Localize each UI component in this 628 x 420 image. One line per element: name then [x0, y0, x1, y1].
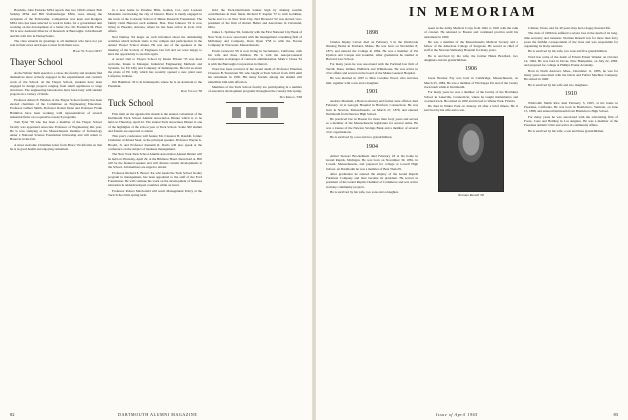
body-paragraph: in a new home in Paradise Hills, Golden, Col., near Lookout Mountain overlooking the city of Denver. Bruce is busily engaged in the work of the Colorado School of Mines Research Foundation. The family visits Hanover each summer. Hon. Paul Johnson '19 is now living in Phoenix, Arizona, where he has been active in local civic affairs.	[108, 8, 202, 34]
obituary-paragraph: Jason Bowker Fay was born in Cambridge, Massachusetts, on March 25, 1884. He was a member of Phi Kappa Psi and of the varsity track team while at Dartmouth.	[424, 76, 518, 89]
body-paragraph: Word has been received of the recent death of Professor Emeritus Clarence B. Sturtevant '06, who taught at Tuck School from 1919 until his retirement in 1950. His many friends among the alumni will remember him with affection.	[208, 66, 302, 84]
byline: Dan Kimball T'48	[279, 94, 302, 99]
body-paragraph: The New York Tuck School Alumni Association Annual Dinner will be held on Thursday, April 29, at the Biltmore Hotel. Dean Karl A. Hill will be the featured speaker and will discuss current developments at the School. All members are urged to attend.	[108, 152, 202, 170]
page-number: 83	[613, 412, 618, 417]
body-paragraph: First item on the agenda this month is the annual convention of the Dartmouth Tuck School Alumni Association Dinner which is to be held on Thursday, April 22. The annual Tuck Associates Dinner is one of the highlights of the school year at Tuck School. Some 500 alumni and friends are expected to attend.	[108, 111, 202, 133]
obituary-paragraph: He is survived by a son and two grandchildren.	[330, 135, 393, 140]
obituary-paragraph: spent in the Army Medical Corps from 1942 to 1945 with the rank of colonel. He returned to Boston and continued practice until his retirement in 1960.	[424, 26, 518, 39]
class-year: 1904	[366, 143, 378, 150]
class-note-paragraph: The class extends its greetings to all members who have not yet sent in their news and hopes to hear from them soon.	[10, 39, 102, 48]
right-page	[316, 0, 628, 420]
obituary-paragraph: He practiced law in Boston for more than forty years and served as a member of the Massachusetts legislature for several terms. He was a trustee of the Newton Savings Bank and a member of several civic organizations.	[326, 117, 418, 135]
body-paragraph: This year's conference will feature Mr. Clarence B. Randall, former Chairman of Inland Steel, as the principal speaker. Professor Wayne G. Broehl, Jr. and Professor Kenneth R. Davis will also speak at the conference on the subject of business management.	[108, 134, 202, 152]
obituary-paragraph: He died in Winter Park on January 22 after a brief illness. He is survived by his wife and a son.	[424, 104, 518, 113]
byline: Rusk Stearns '58	[180, 89, 202, 94]
body-paragraph: A most welcome Christmas letter from Brace '04 informs us that he is in good health and enjoying retirement.	[10, 142, 102, 152]
right-column-3	[524, 26, 618, 412]
left-column-1	[10, 8, 102, 412]
class-year: 1898	[366, 30, 378, 36]
obituary-paragraph: He is survived by his wife, the former Helen Bradford, two daughters and six grandchildren.	[424, 53, 518, 63]
obituary-paragraph: Andrew Marshall, a Boston attorney and former state official, died February 12 at Gerogia Hospital in Hartford, Connecticut. He was born in Newton, Massachusetts, on March 27, 1879, and entered Dartmouth from Newton High School.	[326, 98, 418, 116]
portrait-photo	[438, 116, 504, 192]
obituary-paragraph: For many years he was a member of the faculty of the Hotchkiss School in Lakeville, Connecticut, where he taught mathematics and coached track. He retired in 1950 and moved to Winter Park, Florida.	[424, 90, 518, 103]
right-column-2	[424, 26, 518, 412]
body-paragraph: As the Winter Term speeds to a close, the faculty and students find themselves more actively engaged in the experimental and creative work of the School. At the Thayer School, students have been engaged in design projects ranging from small appliances to large structures. The engineering laboratories have been busy with student projects in a variety of fields.	[10, 70, 102, 97]
left-column-2	[108, 8, 202, 412]
obituary-paragraph: He is survived by his wife, two sons and five grandchildren.	[528, 49, 608, 54]
body-paragraph: Professor Robert Macdonald will teach Management Policy at the Tuck School this spring term.	[108, 188, 202, 197]
obituary-paragraph: Whitcomb Smith Rice died February 3, 1965, at his home in Pasadena, California. He was born in Brattleboro, Vermont, on June 15, 1888, and entered Dartmouth from Brattleboro High School.	[524, 100, 618, 114]
obituary-paragraph: Cabinet, Texas, and for 40 years they had a happy married life.	[528, 26, 611, 30]
body-paragraph: Erwin Griswold '58 is now living in Sacramento, California, with his wife and three children. He is with the Aerojet-General Corporation as manager of contracts administration. Mark J. Chase '61 is with the Burroughs Corporation in Detroit.	[208, 48, 302, 66]
body-paragraph: Ned Dunlop '04 keeps us well informed about his stimulating activities which include visits to the campus and participation in the annual Thayer School dinner. He was one of the speakers at the meeting of the Society of Engineers last fall and we were happy to have the opportunity to see him again.	[108, 34, 202, 56]
body-paragraph: hold the Tuck-Dartmouth banner high by making notable contributions in their fields. Richard F. Kaplan '57 is with Goldman, Sachs and Co. in New York City. Ned Brossard '52 was elected vice-president of the firm of Robert Heller and Associates in Cleveland, Ohio.	[208, 8, 302, 30]
body-paragraph: Professor Albert E. Hawkes of the Thayer School faculty has been elected chairman of the Committee on Engineering Education. Professor Gilbert Smith, Professor Robert Dean and Professor Frank Hamilton have been working with representatives of several industrial firms on cooperative research programs.	[10, 97, 102, 119]
section-heading-tuck: Tuck School	[108, 97, 154, 108]
right-column-1	[326, 26, 418, 412]
class-year: 1901	[366, 88, 378, 95]
body-paragraph: Jim Hamilton '43 is in Indianapolis where he is an Assistant to the President.	[108, 79, 202, 89]
left-page	[0, 0, 312, 420]
obituary-paragraph: He is survived by his wife, two sons and a daughter.	[330, 190, 399, 195]
body-paragraph: Tom Tyler '58 who has been a member of the Thayer School faculty was appointed Associate Professor of Engineering this year. He is now studying at the Massachusetts Institute of Technology under a National Science Foundation fellowship and will return to Hanover in the fall.	[10, 120, 102, 142]
page-footer: DARTMOUTH ALUMNI MAGAZINE	[118, 412, 198, 417]
photo-caption: Norman Russell '06	[458, 192, 484, 197]
body-paragraph: Members of the Tuck School faculty are participating in a number of executive development programs throughout the country this spring.	[208, 85, 302, 94]
obituary-paragraph: He was a member of the Massachusetts Medical Society and a fellow of the American College of Surgeons. He served as chief of staff at the Newton-Wellesley Hospital for many years.	[424, 39, 518, 53]
class-year: 1910	[565, 90, 577, 97]
page-footer: Issue of April 1965	[436, 412, 478, 417]
byline: Harry W. Samson M'27	[72, 48, 102, 53]
obituary-paragraph: After graduation he entered the employ of the Grand Rapids Furniture Company and later became its president. He served as president of the Grand Rapids Chamber of Commerce and was active in many community projects.	[326, 171, 418, 189]
obituary-paragraph: Charles Ripley Carver died on February 3 in the Westbrook Nursing Home in Portland, Maine. He was born on November 8, 1875, and entered the College in 1894. He was a member of Psi Upsilon and Casque and Gauntlet. After graduation he studied at Harvard Law School.	[326, 40, 418, 62]
obituary-paragraph: Arthur Stewart Brockelhurst died February 18 at his home in Grand Rapids, Michigan. He was born on November 30, 1881, in Lowell, Massachusetts, and prepared for college at Lowell High School. At Dartmouth he was a member of Beta Theta Pi.	[326, 153, 418, 171]
obituary-paragraph: He is survived by his wife and two daughters.	[528, 82, 589, 87]
obituary-paragraph: The class of 1906 has suffered a severe loss in the death of its long-time secretary and treasurer. Norman Russell was for more than forty years the faithful correspondent of the class and was responsible for organizing its many reunions.	[524, 31, 618, 49]
obituary-paragraph: Born in North Andover, Mass., December 11, 1883, he was for many years associated with the Davis and Furber Machine Company. He retired in 1948.	[524, 68, 618, 82]
class-year: 1906	[465, 66, 477, 73]
class-note-paragraph: Hawkins. John Fedorko M'64 reports that two 1964's attend. Bob Stokley M'64 and Bill Stoltzenberger M'64, were among the recipients of the Fellowship. Competition was keen and Rodgers M'64 who has been selected to work in India, for a government unit working on the development of a better rice. Dr. Frederick M. Horn '64 is now Assistant Director of Research at Burroughs. John Russell and his wife live in Pennsylvania.	[10, 8, 102, 38]
obituary-paragraph: For many years he was associated with the advertising firm of Foote, Cone and Belding in Los Angeles. He was a member of the Pasadena Athletic Club and active in community affairs.	[524, 114, 618, 128]
body-paragraph: Professor Richard E. Bower '44, who heads the Tuck School faculty program in management, has been appointed to the staff of the Ford Foundation. He will continue his work on the development of business education in underdeveloped countries while on leave.	[108, 170, 202, 188]
left-column-3	[208, 8, 302, 412]
body-paragraph: A recent visit to Thayer School by Knute Fritzen '35 was most welcome. Knute is Manager, Industrial Engineering Methods and Systems, for Eli Lilly and Company of Indianapolis. He told us about the plans of Eli Lilly which has recently opened a new plant near Lafayette, Indiana.	[108, 57, 202, 79]
page-number: 82	[10, 412, 15, 417]
obituary-paragraph: He was married in 1907 to Miss Caroline Wood, who survives him, together with a son and a daughter.	[326, 76, 418, 85]
obituary-paragraph: For many years he was associated with the Portland law firm of Verrill, Dana, Walker, Philbrick and Whitehouse. He was active in civic affairs and served on the board of the Maine General Hospital.	[326, 62, 418, 76]
obituary-paragraph: Word has come of the death of Edwin Eckert Wander on October 14, 1964. He was born in Dover, New Hampshire, on July 22, 1883, and prepared for college at Phillips Exeter Academy.	[524, 54, 618, 68]
obituary-paragraph: He is survived by his wife, a son and three grandchildren.	[528, 128, 604, 133]
body-paragraph: James L. Spillane '62, formerly with the First National City Bank of New York, is now associated with the management consulting firm of McKinsey and Company. Dave Ryan T'58 is with the Norton Company in Worcester, Massachusetts.	[208, 30, 302, 48]
section-heading-thayer: Thayer School	[10, 56, 63, 67]
page-title: IN MEMORIAM	[408, 4, 538, 19]
decorative-logo	[226, 102, 284, 124]
